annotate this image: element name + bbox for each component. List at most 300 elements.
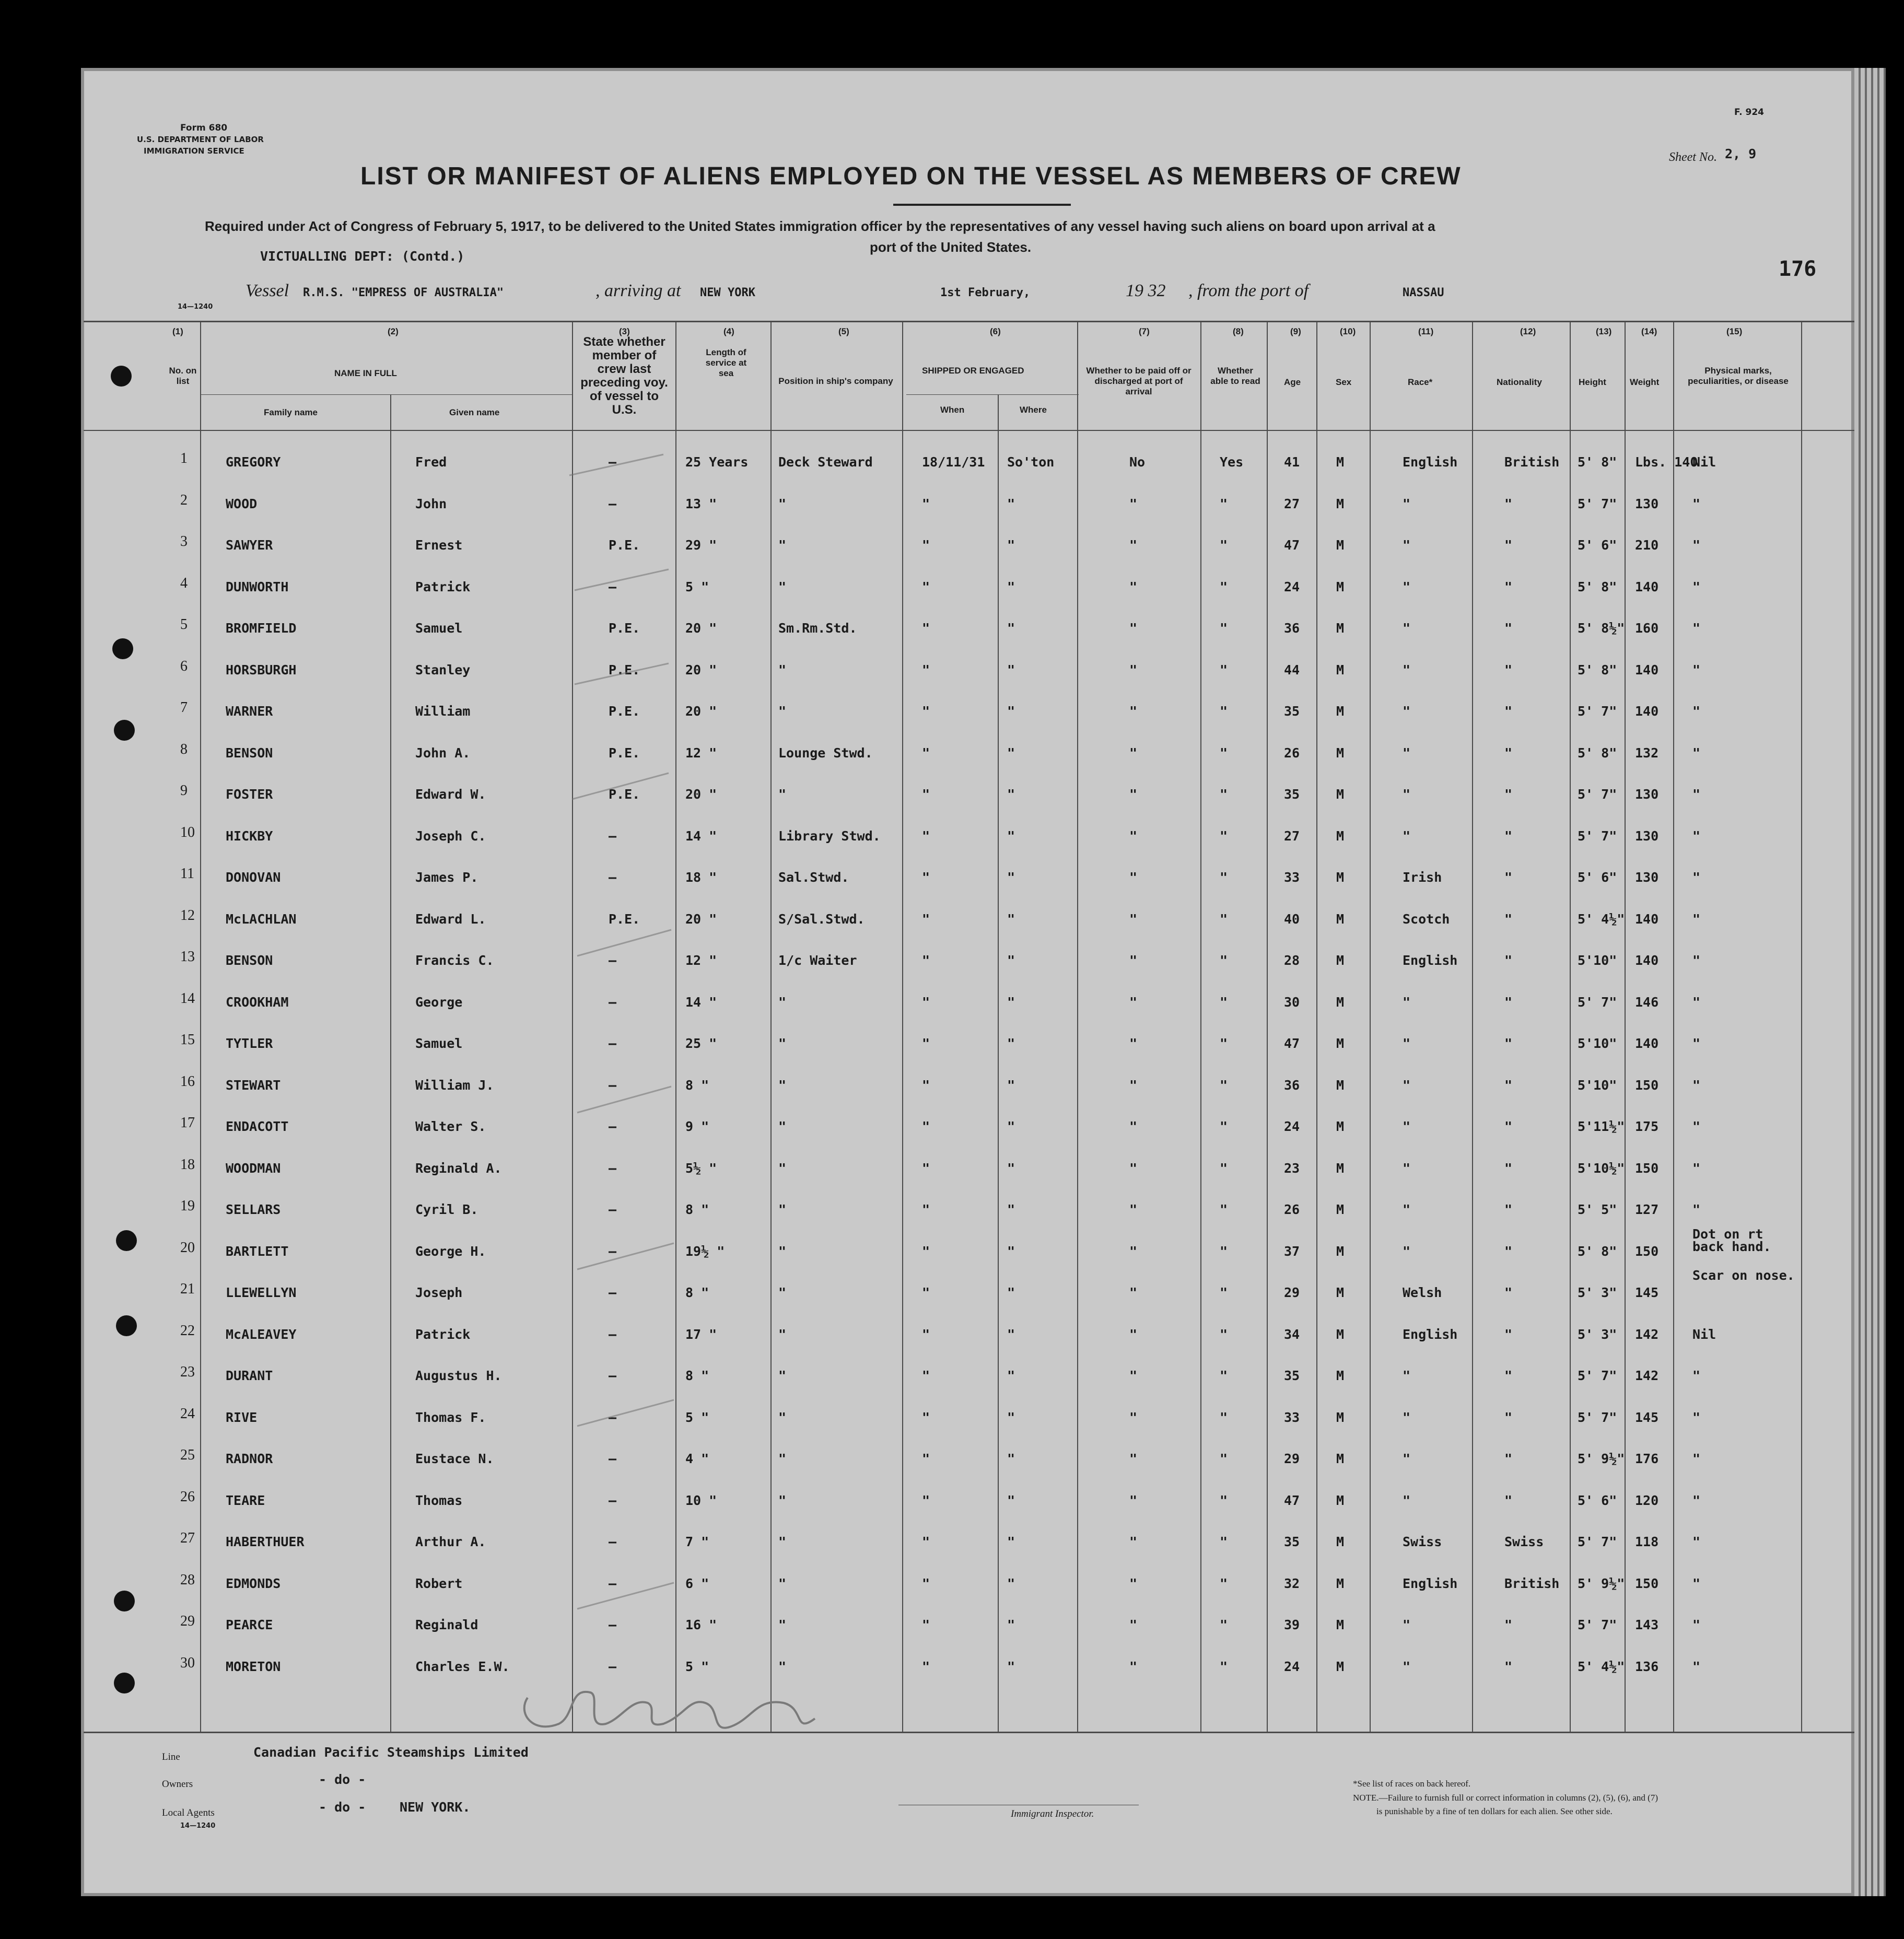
cell-shipped-where: " <box>1007 1493 1015 1508</box>
cell-shipped-where: " <box>1007 579 1015 594</box>
cell-shipped-when: " <box>922 1036 930 1051</box>
cell-previous-voyage: — <box>609 579 617 594</box>
cell-age: 33 <box>1284 870 1300 885</box>
cell-position: " <box>778 538 787 553</box>
cell-physical-marks: " <box>1692 870 1701 885</box>
cell-paid-off: " <box>1129 745 1138 761</box>
cell-physical-marks: " <box>1692 745 1701 761</box>
cell-shipped-where: " <box>1007 496 1015 511</box>
cell-height: 5' 9½" <box>1578 1451 1625 1466</box>
cell-length-of-service: 5 " <box>685 1410 709 1425</box>
col-divider <box>200 321 201 1732</box>
cell-physical-marks: " <box>1692 1410 1701 1425</box>
cell-height: 5' 7" <box>1578 704 1617 719</box>
cell-able-to-read: " <box>1220 1285 1228 1300</box>
cell-shipped-when: 18/11/31 <box>922 454 985 470</box>
cell-previous-voyage: — <box>609 1161 617 1176</box>
cell-nationality: Swiss <box>1504 1534 1544 1549</box>
cell-able-to-read: " <box>1220 1244 1228 1259</box>
cell-sex: M <box>1336 496 1345 511</box>
cell-family-name: TEARE <box>226 1493 265 1508</box>
cell-height: 5' 9½" <box>1578 1576 1625 1591</box>
title-underline <box>893 204 1071 206</box>
cell-shipped-where: " <box>1007 995 1015 1010</box>
inspector-signature <box>512 1666 825 1750</box>
cell-shipped-where: " <box>1007 1410 1015 1425</box>
cell-physical-marks: " <box>1692 828 1701 844</box>
cell-paid-off: " <box>1129 953 1138 968</box>
cell-able-to-read: " <box>1220 1410 1228 1425</box>
cell-height: 5' 7" <box>1578 1534 1617 1549</box>
cell-shipped-where: " <box>1007 538 1015 553</box>
cell-sex: M <box>1336 1410 1345 1425</box>
cell-weight: 127 <box>1635 1202 1659 1217</box>
cell-position: " <box>778 1451 787 1466</box>
cell-able-to-read: " <box>1220 579 1228 594</box>
cell-nationality: " <box>1504 912 1513 927</box>
col-divider <box>1625 321 1626 1732</box>
cell-family-name: McALEAVEY <box>226 1327 297 1342</box>
header-able-read: Whether able to read <box>1210 366 1260 386</box>
cell-previous-voyage: P.E. <box>609 912 640 927</box>
cell-shipped-where: " <box>1007 1119 1015 1134</box>
col-divider <box>998 394 999 1732</box>
f-code: F. 924 <box>1734 107 1764 118</box>
cell-row-number: 23 <box>180 1364 195 1380</box>
cell-race: " <box>1403 1659 1411 1674</box>
cell-shipped-where: " <box>1007 1451 1015 1466</box>
header-position: Position in ship's company <box>778 376 893 386</box>
cell-height: 5' 8" <box>1578 579 1617 594</box>
cell-age: 36 <box>1284 621 1300 636</box>
cell-family-name: CROOKHAM <box>226 995 289 1010</box>
cell-paid-off: " <box>1129 1410 1138 1425</box>
cell-family-name: FOSTER <box>226 787 273 802</box>
cell-given-name: William <box>415 704 471 719</box>
cell-nationality: " <box>1504 870 1513 885</box>
cell-given-name: Samuel <box>415 621 463 636</box>
col-number-14: (14) <box>1641 326 1657 336</box>
cell-height: 5' 7" <box>1578 1368 1617 1383</box>
cell-shipped-when: " <box>922 1327 930 1342</box>
cell-able-to-read: " <box>1220 828 1228 844</box>
cell-weight: 140 <box>1635 1036 1659 1051</box>
cell-paid-off: " <box>1129 621 1138 636</box>
cell-row-number: 8 <box>180 741 188 757</box>
cell-physical-marks: " <box>1692 662 1701 678</box>
cell-physical-marks: " <box>1692 1036 1701 1051</box>
cell-family-name: BENSON <box>226 745 273 761</box>
cell-weight: 140 <box>1635 704 1659 719</box>
cell-nationality: " <box>1504 745 1513 761</box>
cell-sex: M <box>1336 870 1345 885</box>
cell-weight: 118 <box>1635 1534 1659 1549</box>
cell-sex: M <box>1336 1534 1345 1549</box>
cell-height: 5' 8" <box>1578 454 1617 470</box>
cell-shipped-where: " <box>1007 745 1015 761</box>
cell-race: English <box>1403 953 1458 968</box>
cell-sex: M <box>1336 745 1345 761</box>
arriving-port: NEW YORK <box>700 286 755 299</box>
cell-given-name: William J. <box>415 1078 494 1093</box>
col-number-6: (6) <box>990 326 1001 336</box>
cell-able-to-read: " <box>1220 1161 1228 1176</box>
cell-row-number: 30 <box>180 1655 195 1671</box>
header-no-on-list: No. on list <box>169 366 197 386</box>
cell-family-name: BARTLETT <box>226 1244 289 1259</box>
cell-sex: M <box>1336 1451 1345 1466</box>
cell-length-of-service: 5 " <box>685 1659 709 1674</box>
cell-shipped-when: " <box>922 538 930 553</box>
col-number-10: (10) <box>1340 326 1356 336</box>
footer-line-label: Line <box>162 1751 180 1762</box>
cell-row-number: 7 <box>180 699 188 716</box>
cell-age: 44 <box>1284 662 1300 678</box>
col-number-13: (13) <box>1596 326 1612 336</box>
header-weight: Weight <box>1630 377 1660 387</box>
cell-row-number: 4 <box>180 575 188 591</box>
cell-previous-voyage: — <box>609 1576 617 1591</box>
cell-family-name: WOODMAN <box>226 1161 281 1176</box>
cell-race: " <box>1403 745 1411 761</box>
cell-age: 26 <box>1284 745 1300 761</box>
cell-weight: 175 <box>1635 1119 1659 1134</box>
cell-family-name: LLEWELLYN <box>226 1285 297 1300</box>
cell-given-name: Ernest <box>415 538 463 553</box>
cell-shipped-where: " <box>1007 621 1015 636</box>
cell-paid-off: " <box>1129 912 1138 927</box>
cell-shipped-when: " <box>922 704 930 719</box>
cell-race: " <box>1403 828 1411 844</box>
cell-length-of-service: 13 " <box>685 496 717 511</box>
cell-able-to-read: " <box>1220 621 1228 636</box>
cell-shipped-where: " <box>1007 787 1015 802</box>
sheet-number: 2, 9 <box>1725 146 1757 161</box>
cell-paid-off: " <box>1129 1161 1138 1176</box>
footer-owners-label: Owners <box>162 1779 193 1790</box>
cell-sex: M <box>1336 828 1345 844</box>
cell-given-name: Patrick <box>415 579 471 594</box>
cell-shipped-when: " <box>922 1078 930 1093</box>
cell-nationality: " <box>1504 1161 1513 1176</box>
cell-shipped-where: " <box>1007 1576 1015 1591</box>
cell-position: Library Stwd. <box>778 828 881 844</box>
col-number-5: (5) <box>838 326 849 336</box>
sheet-label: Sheet No. <box>1669 150 1717 164</box>
cell-height: 5' 7" <box>1578 995 1617 1010</box>
cell-length-of-service: 20 " <box>685 621 717 636</box>
cell-nationality: " <box>1504 1285 1513 1300</box>
cell-physical-marks: Scar on nose. <box>1692 1268 1795 1283</box>
cell-row-number: 20 <box>180 1240 195 1256</box>
cell-previous-voyage: — <box>609 1534 617 1549</box>
cell-previous-voyage: — <box>609 828 617 844</box>
cell-age: 33 <box>1284 1410 1300 1425</box>
binder-hole <box>114 720 135 741</box>
cell-previous-voyage: — <box>609 953 617 968</box>
pencil-marks <box>564 434 721 1687</box>
cell-row-number: 26 <box>180 1489 195 1505</box>
cell-nationality: " <box>1504 1368 1513 1383</box>
cell-position: " <box>778 1202 787 1217</box>
cell-family-name: HORSBURGH <box>226 662 297 678</box>
cell-family-name: DURANT <box>226 1368 273 1383</box>
cell-paid-off: " <box>1129 1202 1138 1217</box>
cell-race: " <box>1403 1493 1411 1508</box>
cell-physical-marks: " <box>1692 1617 1701 1632</box>
cell-shipped-when: " <box>922 1451 930 1466</box>
cell-family-name: HABERTHUER <box>226 1534 305 1549</box>
cell-nationality: " <box>1504 1410 1513 1425</box>
cell-length-of-service: 16 " <box>685 1617 717 1632</box>
cell-row-number: 5 <box>180 616 188 633</box>
cell-given-name: Edward L. <box>415 912 486 927</box>
footer-note2: NOTE.—Failure to furnish full or correct information in columns (2), (5), (6), and (7) <box>1353 1793 1658 1803</box>
cell-family-name: TYTLER <box>226 1036 273 1051</box>
cell-age: 35 <box>1284 704 1300 719</box>
header-given-name: Given name <box>449 407 500 417</box>
cell-previous-voyage: P.E. <box>609 538 640 553</box>
cell-able-to-read: " <box>1220 995 1228 1010</box>
cell-able-to-read: " <box>1220 1327 1228 1342</box>
cell-weight: 130 <box>1635 870 1659 885</box>
cell-able-to-read: " <box>1220 1659 1228 1674</box>
cell-paid-off: " <box>1129 870 1138 885</box>
cell-family-name: ENDACOTT <box>226 1119 289 1134</box>
header-length-service: Length of service at sea <box>705 347 747 378</box>
cell-length-of-service: 6 " <box>685 1576 709 1591</box>
cell-row-number: 11 <box>180 866 194 882</box>
cell-shipped-when: " <box>922 1534 930 1549</box>
cell-shipped-where: " <box>1007 1161 1015 1176</box>
cell-previous-voyage: — <box>609 1493 617 1508</box>
cell-race: " <box>1403 1368 1411 1383</box>
cell-previous-voyage: P.E. <box>609 745 640 761</box>
name-subheader-line <box>201 394 572 395</box>
cell-sex: M <box>1336 454 1345 470</box>
cell-length-of-service: 4 " <box>685 1451 709 1466</box>
cell-physical-marks: " <box>1692 1078 1701 1093</box>
cell-weight: 132 <box>1635 745 1659 761</box>
cell-position: " <box>778 995 787 1010</box>
cell-given-name: Reginald <box>415 1617 478 1632</box>
cell-sex: M <box>1336 1368 1345 1383</box>
cell-paid-off: " <box>1129 1327 1138 1342</box>
cell-physical-marks: " <box>1692 1451 1701 1466</box>
cell-race: Welsh <box>1403 1285 1442 1300</box>
cell-race: English <box>1403 454 1458 470</box>
cell-sex: M <box>1336 1659 1345 1674</box>
cell-given-name: Thomas F. <box>415 1410 486 1425</box>
header-name-in-full: NAME IN FULL <box>334 368 397 378</box>
cell-nationality: " <box>1504 1202 1513 1217</box>
from-port: NASSAU <box>1403 286 1444 299</box>
col-divider <box>1370 321 1371 1732</box>
cell-given-name: Walter S. <box>415 1119 486 1134</box>
col-divider <box>770 321 772 1732</box>
cell-weight: 160 <box>1635 621 1659 636</box>
cell-sex: M <box>1336 1493 1345 1508</box>
cell-physical-marks: " <box>1692 496 1701 511</box>
cell-age: 47 <box>1284 1036 1300 1051</box>
cell-position: Sal.Stwd. <box>778 870 849 885</box>
cell-shipped-when: " <box>922 1202 930 1217</box>
binder-hole <box>111 366 132 387</box>
cell-family-name: EDMONDS <box>226 1576 281 1591</box>
cell-able-to-read: " <box>1220 496 1228 511</box>
cell-race: " <box>1403 1451 1411 1466</box>
col-divider <box>390 394 391 1732</box>
cell-length-of-service: 12 " <box>685 953 717 968</box>
cell-race: " <box>1403 1119 1411 1134</box>
cell-shipped-when: " <box>922 1410 930 1425</box>
cell-previous-voyage: P.E. <box>609 662 640 678</box>
cell-previous-voyage: — <box>609 1078 617 1093</box>
cell-nationality: " <box>1504 1244 1513 1259</box>
cell-shipped-when: " <box>922 870 930 885</box>
cell-weight: 150 <box>1635 1576 1659 1591</box>
cell-able-to-read: " <box>1220 745 1228 761</box>
cell-physical-marks: " <box>1692 1576 1701 1591</box>
cell-paid-off: " <box>1129 1078 1138 1093</box>
cell-position: " <box>778 579 787 594</box>
cell-shipped-where: " <box>1007 662 1015 678</box>
cell-race: " <box>1403 704 1411 719</box>
arriving-label: , arriving at <box>595 281 681 300</box>
cell-row-number: 16 <box>180 1073 195 1090</box>
col-number-12: (12) <box>1520 326 1536 336</box>
cell-position: " <box>778 1119 787 1134</box>
cell-paid-off: " <box>1129 995 1138 1010</box>
cell-physical-marks: " <box>1692 995 1701 1010</box>
cell-paid-off: " <box>1129 1244 1138 1259</box>
cell-weight: 210 <box>1635 538 1659 553</box>
cell-height: 5' 7" <box>1578 496 1617 511</box>
cell-position: " <box>778 1493 787 1508</box>
cell-shipped-where: " <box>1007 870 1015 885</box>
cell-height: 5'10½" <box>1578 1161 1625 1176</box>
cell-weight: 145 <box>1635 1410 1659 1425</box>
cell-length-of-service: 8 " <box>685 1285 709 1300</box>
cell-nationality: " <box>1504 828 1513 844</box>
cell-family-name: SELLARS <box>226 1202 281 1217</box>
cell-family-name: HICKBY <box>226 828 273 844</box>
cell-able-to-read: " <box>1220 1368 1228 1383</box>
cell-race: " <box>1403 538 1411 553</box>
cell-able-to-read: " <box>1220 787 1228 802</box>
cell-position: Lounge Stwd. <box>778 745 873 761</box>
cell-length-of-service: 20 " <box>685 787 717 802</box>
cell-race: Scotch <box>1403 912 1450 927</box>
cell-nationality: " <box>1504 953 1513 968</box>
header-physical-marks: Physical marks, peculiarities, or disease <box>1688 366 1789 386</box>
col-divider <box>1267 321 1268 1732</box>
cell-age: 24 <box>1284 1119 1300 1134</box>
cell-given-name: Charles E.W. <box>415 1659 510 1674</box>
col-divider <box>1316 321 1317 1732</box>
cell-sex: M <box>1336 1202 1345 1217</box>
header-family-name: Family name <box>264 407 318 417</box>
cell-height: 5' 7" <box>1578 1410 1617 1425</box>
cell-paid-off: " <box>1129 1036 1138 1051</box>
cell-shipped-where: " <box>1007 953 1015 968</box>
cell-row-number: 13 <box>180 949 195 965</box>
cell-height: 5'10" <box>1578 1078 1617 1093</box>
vessel-label: Vessel <box>246 281 289 300</box>
cell-paid-off: " <box>1129 1617 1138 1632</box>
cell-position: " <box>778 1534 787 1549</box>
cell-previous-voyage: — <box>609 1202 617 1217</box>
cell-given-name: Eustace N. <box>415 1451 494 1466</box>
cell-able-to-read: " <box>1220 1036 1228 1051</box>
cell-position: " <box>778 1036 787 1051</box>
cell-race: " <box>1403 787 1411 802</box>
vessel-name: R.M.S. "EMPRESS OF AUSTRALIA" <box>303 286 504 299</box>
cell-length-of-service: 17 " <box>685 1327 717 1342</box>
cell-nationality: British <box>1504 1576 1560 1591</box>
cell-nationality: " <box>1504 1617 1513 1632</box>
required-text-line1: Required under Act of Congress of February 5, 1917, to be delivered to the United States immigration officer by the representatives of any vessel having such aliens on board upon arrival at a <box>205 218 1435 234</box>
cell-weight: 145 <box>1635 1285 1659 1300</box>
cell-length-of-service: 8 " <box>685 1202 709 1217</box>
cell-height: 5' 6" <box>1578 538 1617 553</box>
cell-sex: M <box>1336 1244 1345 1259</box>
cell-shipped-where: So'ton <box>1007 454 1055 470</box>
cell-length-of-service: 5 " <box>685 579 709 594</box>
cell-physical-marks: " <box>1692 1659 1701 1674</box>
cell-previous-voyage: — <box>609 1410 617 1425</box>
cell-weight: 176 <box>1635 1451 1659 1466</box>
cell-shipped-when: " <box>922 1244 930 1259</box>
cell-weight: 140 <box>1635 912 1659 927</box>
cell-sex: M <box>1336 1617 1345 1632</box>
cell-height: 5'11½" <box>1578 1119 1625 1134</box>
cell-sex: M <box>1336 1078 1345 1093</box>
cell-shipped-when: " <box>922 745 930 761</box>
cell-position: " <box>778 1576 787 1591</box>
cell-height: 5' 6" <box>1578 870 1617 885</box>
cell-row-number: 19 <box>180 1198 195 1214</box>
cell-family-name: WOOD <box>226 496 258 511</box>
cell-row-number: 24 <box>180 1406 195 1422</box>
cell-race: " <box>1403 1036 1411 1051</box>
cell-given-name: Stanley <box>415 662 471 678</box>
cell-physical-marks: " <box>1692 1161 1701 1176</box>
cell-height: 5' 8" <box>1578 662 1617 678</box>
cell-shipped-when: " <box>922 1161 930 1176</box>
col-divider <box>902 321 903 1732</box>
cell-weight: 150 <box>1635 1244 1659 1259</box>
footer-inspector-label: Immigrant Inspector. <box>1011 1808 1094 1819</box>
cell-previous-voyage: — <box>609 1285 617 1300</box>
col-number-4: (4) <box>723 326 734 336</box>
cell-shipped-when: " <box>922 1368 930 1383</box>
cell-shipped-where: " <box>1007 828 1015 844</box>
cell-physical-marks: Nil <box>1692 1327 1716 1342</box>
cell-physical-marks: " <box>1692 579 1701 594</box>
cell-given-name: George H. <box>415 1244 486 1259</box>
cell-able-to-read: Yes <box>1220 454 1244 470</box>
cell-age: 29 <box>1284 1451 1300 1466</box>
cell-age: 32 <box>1284 1576 1300 1591</box>
cell-previous-voyage: — <box>609 995 617 1010</box>
cell-row-number: 22 <box>180 1323 195 1339</box>
cell-able-to-read: " <box>1220 1202 1228 1217</box>
header-nationality: Nationality <box>1497 377 1542 387</box>
cell-family-name: DUNWORTH <box>226 579 289 594</box>
header-when: When <box>940 405 965 415</box>
cell-paid-off: " <box>1129 1285 1138 1300</box>
